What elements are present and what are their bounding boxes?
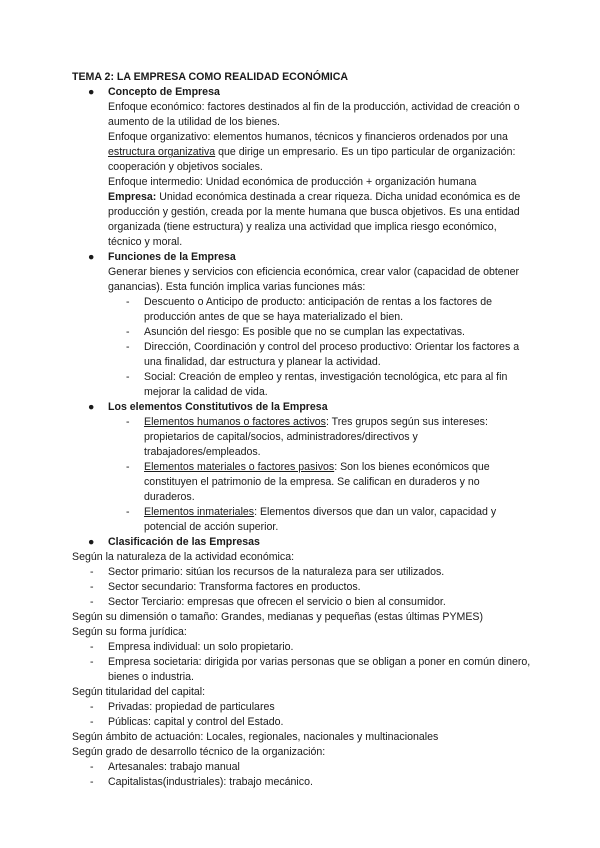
list-item-text: Empresa individual: un solo propietario. (108, 641, 294, 653)
dash-icon: - (126, 296, 130, 308)
section-concepto (72, 85, 532, 100)
section-heading-funciones: Funciones de la Empresa (108, 251, 236, 263)
dash-icon: - (90, 641, 94, 653)
list-item-text: Descuento o Anticipo de producto: anticipación de rentas a los factores de producción antes de que se haya materializado el bien. (144, 296, 493, 323)
list-item (72, 325, 532, 340)
paragraph-enfoque-intermedio: Enfoque intermedio: Unidad económica de producción + organización humana (108, 176, 477, 188)
document-body (72, 70, 532, 790)
dash-icon: - (126, 326, 130, 338)
list-item (72, 775, 532, 790)
list-item-text: Públicas: capital y control del Estado. (108, 716, 284, 728)
bullet-icon: ● (88, 86, 95, 98)
paragraph-forma-juridica: Según su forma jurídica: (72, 626, 187, 638)
dash-icon: - (126, 341, 130, 353)
list-item (72, 595, 532, 610)
list-item (72, 640, 532, 655)
bullet-icon: ● (88, 536, 95, 548)
elementos-inmateriales-label: Elementos inmateriales (144, 506, 255, 518)
section-clasificacion (72, 535, 532, 550)
dash-icon: - (90, 581, 94, 593)
list-item-text: Social: Creación de empleo y rentas, investigación tecnológica, etc para al fin mejorar la calidad de vida. (144, 371, 508, 398)
list-item-text: Dirección, Coordinación y control del proceso productivo: Orientar los factores a una finalidad, dar estructura y planear la actividad. (144, 341, 520, 368)
list-item-text: Artesanales: trabajo manual (108, 761, 240, 773)
paragraph-enfoque-economico: Enfoque económico: factores destinados al fin de la producción, actividad de creación o aumento de la utilidad de los bienes. (108, 101, 520, 128)
list-item (72, 340, 532, 370)
list-item-text: Sector secundario: Transforma factores en productos. (108, 581, 361, 593)
list-item (72, 700, 532, 715)
dash-icon: - (90, 776, 94, 788)
list-item (72, 370, 532, 400)
list-item-text: Empresa societaria: dirigida por varias personas que se obligan a poner en común dinero, bienes o industria. (108, 656, 531, 683)
paragraph-grado: Según grado de desarrollo técnico de la organización: (72, 746, 326, 758)
list-item-text: Capitalistas(industriales): trabajo mecánico. (108, 776, 313, 788)
list-item (72, 415, 532, 460)
list-item (72, 460, 532, 505)
dash-icon: - (90, 596, 94, 608)
dash-icon: - (126, 461, 130, 473)
section-heading-elementos: Los elementos Constitutivos de la Empresa (108, 401, 328, 413)
list-item-text: Sector Terciario: empresas que ofrecen el servicio o bien al consumidor. (108, 596, 446, 608)
paragraph-titularidad: Según titularidad del capital: (72, 686, 206, 698)
dash-icon: - (126, 506, 130, 518)
paragraph-ambito: Según ámbito de actuación: Locales, regionales, nacionales y multinacionales (72, 731, 439, 743)
section-funciones (72, 250, 532, 265)
section-heading-clasificacion: Clasificación de las Empresas (108, 536, 260, 548)
dash-icon: - (126, 371, 130, 383)
list-item-text: : Son los bienes económicos que constituyen el patrimonio de la empresa. Se califican en duraderos y no duraderos. (144, 461, 490, 503)
empresa-definition-text: Unidad económica destinada a crear riqueza. Dicha unidad económica es de producción y gestión, creada por la mente humana que busca objetivos. Es una entidad organizada (tiene estructura) y realiza una actividad que implica riesgo económico, técnico y moral. (108, 191, 521, 248)
bullet-icon: ● (88, 251, 95, 263)
list-item-text: : Tres grupos según sus intereses: propietarios de capital/socios, administradores/directivos y trabajadores/empleados. (144, 416, 488, 458)
elementos-materiales-label: Elementos materiales o factores pasivos (144, 461, 335, 473)
dash-icon: - (90, 716, 94, 728)
list-item-text: : Elementos diversos que dan un valor, capacidad y potencial de acción superior. (144, 506, 497, 533)
list-item (72, 295, 532, 325)
section-elementos (72, 400, 532, 415)
paragraph-enfoque-organizativo (72, 130, 532, 175)
empresa-label: Empresa: (108, 191, 157, 203)
dash-icon: - (90, 656, 94, 668)
bullet-icon: ● (88, 401, 95, 413)
document-title: TEMA 2: LA EMPRESA COMO REALIDAD ECONÓMICA (72, 71, 349, 83)
paragraph-funciones-intro: Generar bienes y servicios con eficiencia económica, crear valor (capacidad de obtener ganancias). Esta función implica varias funciones más: (108, 266, 520, 293)
paragraph-empresa-definicion (72, 190, 532, 250)
list-item-text: Sector primario: sitúan los recursos de la naturaleza para ser utilizados. (108, 566, 445, 578)
enfoque-org-text-b: que dirige un empresario. Es un tipo particular de organización: cooperación y objetivos sociales. (108, 146, 516, 173)
dash-icon: - (126, 416, 130, 428)
section-heading-concepto: Concepto de Empresa (108, 86, 220, 98)
list-item (72, 655, 532, 685)
paragraph-dimension: Según su dimensión o tamaño: Grandes, medianas y pequeñas (estas últimas PYMES) (72, 611, 484, 623)
elementos-humanos-label: Elementos humanos o factores activos (144, 416, 326, 428)
paragraph-naturaleza: Según la naturaleza de la actividad económica: (72, 551, 295, 563)
list-item (72, 760, 532, 775)
enfoque-org-text-a: Enfoque organizativo: elementos humanos, técnicos y financieros ordenados por una (108, 131, 508, 143)
estructura-organizativa-link[interactable]: estructura organizativa (108, 146, 216, 158)
dash-icon: - (90, 701, 94, 713)
list-item (72, 505, 532, 535)
list-item-text: Privadas: propiedad de particulares (108, 701, 275, 713)
list-item-text: Asunción del riesgo: Es posible que no se cumplan las expectativas. (144, 326, 465, 338)
list-item (72, 715, 532, 730)
list-item (72, 580, 532, 595)
dash-icon: - (90, 566, 94, 578)
dash-icon: - (90, 761, 94, 773)
list-item (72, 565, 532, 580)
